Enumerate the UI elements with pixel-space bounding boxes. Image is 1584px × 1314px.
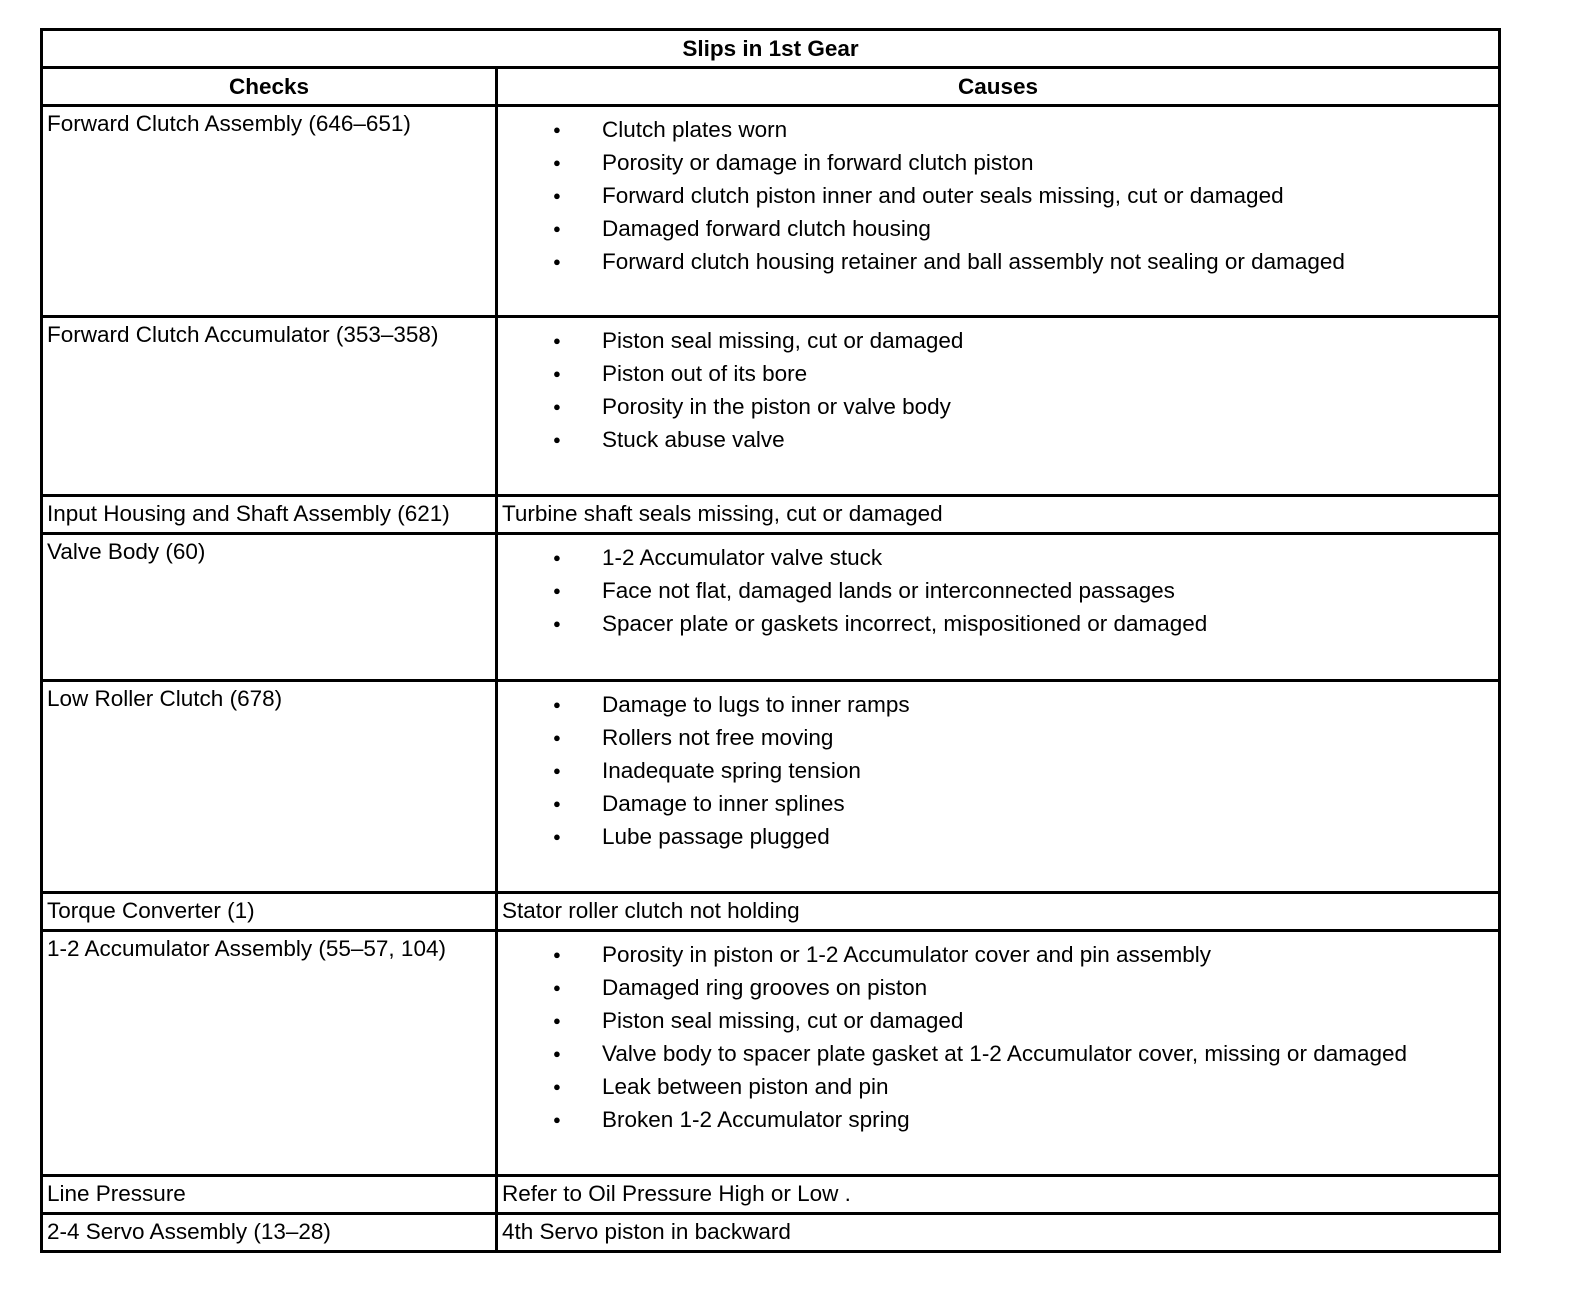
cause-list — [498, 535, 1498, 640]
cause-item: ● Valve body to spacer plate gasket at 1-2 Accumulator cover, missing or damaged — [498, 1037, 1498, 1070]
check-cell: Forward Clutch Accumulator (353–358) — [42, 317, 497, 496]
cause-item: ● Forward clutch housing retainer and ball assembly not sealing or damaged — [498, 245, 1498, 278]
cause-item: ● 1-2 Accumulator valve stuck — [498, 541, 1498, 574]
check-cell: Torque Converter (1) — [42, 893, 497, 931]
table-row — [42, 1176, 1500, 1214]
table-title-row — [42, 30, 1500, 68]
cause-item: ● Spacer plate or gaskets incorrect, mispositioned or damaged — [498, 607, 1498, 640]
table-title: Slips in 1st Gear — [42, 30, 1500, 68]
cause-item: ● Porosity in the piston or valve body — [498, 390, 1498, 423]
table-header-row — [42, 68, 1500, 106]
cause-cell: 4th Servo piston in backward — [497, 1214, 1500, 1252]
cause-cell: Stator roller clutch not holding — [497, 893, 1500, 931]
table-row — [42, 931, 1500, 1176]
table-row — [42, 496, 1500, 534]
causes-cell — [497, 931, 1500, 1176]
table-row — [42, 893, 1500, 931]
table-row — [42, 317, 1500, 496]
cause-item: ● Damaged forward clutch housing — [498, 212, 1498, 245]
cause-item: ● Piston seal missing, cut or damaged — [498, 324, 1498, 357]
causes-cell — [497, 681, 1500, 893]
table-row — [42, 681, 1500, 893]
check-cell: Line Pressure — [42, 1176, 497, 1214]
cause-item: ● Damage to lugs to inner ramps — [498, 688, 1498, 721]
cause-item: ● Piston seal missing, cut or damaged — [498, 1004, 1498, 1037]
checks-header: Checks — [42, 68, 497, 106]
cause-item: ● Damage to inner splines — [498, 787, 1498, 820]
diagnosis-table — [40, 28, 1501, 1253]
causes-cell — [497, 106, 1500, 317]
cause-list — [498, 107, 1498, 278]
cause-item: ● Piston out of its bore — [498, 357, 1498, 390]
cause-item: ● Broken 1-2 Accumulator spring — [498, 1103, 1498, 1136]
cause-list — [498, 932, 1498, 1136]
cause-item: ● Leak between piston and pin — [498, 1070, 1498, 1103]
table-row — [42, 106, 1500, 317]
cause-item: ● Damaged ring grooves on piston — [498, 971, 1498, 1004]
cause-item: ● Porosity in piston or 1-2 Accumulator cover and pin assembly — [498, 938, 1498, 971]
cause-item: ● Rollers not free moving — [498, 721, 1498, 754]
table-row — [42, 534, 1500, 681]
check-cell: Valve Body (60) — [42, 534, 497, 681]
check-cell: 1-2 Accumulator Assembly (55–57, 104) — [42, 931, 497, 1176]
check-cell: Input Housing and Shaft Assembly (621) — [42, 496, 497, 534]
cause-list — [498, 682, 1498, 853]
cause-item: ● Porosity or damage in forward clutch piston — [498, 146, 1498, 179]
check-cell: Forward Clutch Assembly (646–651) — [42, 106, 497, 317]
cause-item: ● Face not flat, damaged lands or interconnected passages — [498, 574, 1498, 607]
cause-item: ● Clutch plates worn — [498, 113, 1498, 146]
causes-cell — [497, 317, 1500, 496]
cause-cell: Turbine shaft seals missing, cut or damaged — [497, 496, 1500, 534]
table-row — [42, 1214, 1500, 1252]
cause-item: ● Inadequate spring tension — [498, 754, 1498, 787]
cause-item: ● Forward clutch piston inner and outer seals missing, cut or damaged — [498, 179, 1498, 212]
cause-cell: Refer to Oil Pressure High or Low . — [497, 1176, 1500, 1214]
causes-header: Causes — [497, 68, 1500, 106]
check-cell: Low Roller Clutch (678) — [42, 681, 497, 893]
causes-cell — [497, 534, 1500, 681]
cause-item: ● Lube passage plugged — [498, 820, 1498, 853]
cause-list — [498, 318, 1498, 456]
cause-item: ● Stuck abuse valve — [498, 423, 1498, 456]
check-cell: 2-4 Servo Assembly (13–28) — [42, 1214, 497, 1252]
